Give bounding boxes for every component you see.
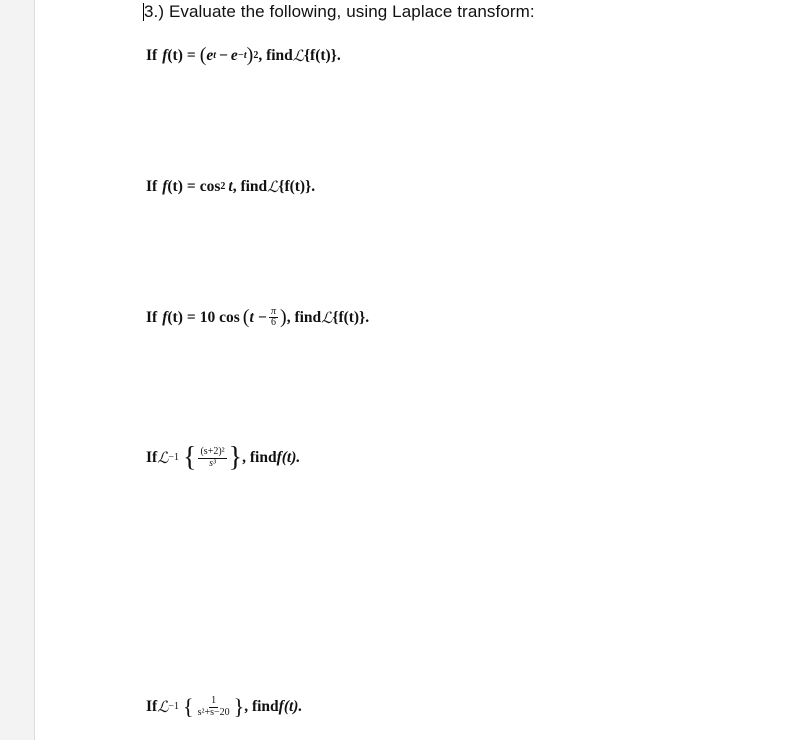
problem-5: If ℒ −1 { $\frac{1}{\text{s²+s−20}}$ } , find f(t).	[146, 694, 303, 719]
laplace-symbol: ℒ	[267, 178, 279, 196]
problem-2-prefix: If	[146, 178, 158, 195]
problem-3-close: )	[280, 306, 287, 328]
problem-1-close: )	[246, 44, 254, 66]
problem-5-close-brace: }	[233, 694, 245, 719]
problem-4-fraction	[198, 447, 226, 469]
problem-2-var: t	[228, 178, 233, 195]
problem-1-find: , find	[258, 46, 293, 64]
problem-5-fraction	[196, 696, 232, 718]
laplace-symbol: ℒ	[157, 449, 169, 467]
problem-1-target: {f(t)}.	[303, 46, 341, 64]
problem-3-fraction	[269, 307, 278, 329]
problem-2-eq: =	[186, 178, 196, 195]
problem-5-frac-num: 1	[211, 695, 217, 706]
problem-2-arg: (t)	[167, 178, 183, 195]
problem-4-frac-den: s³	[209, 457, 217, 469]
problem-4-frac-num: (s+2)²	[200, 446, 225, 457]
problem-3-coef: 10 cos	[199, 308, 240, 326]
problem-1-prefix: If	[146, 46, 158, 64]
problem-3-func: f	[162, 308, 168, 326]
problem-1: If f (t) = ( e t − e −t ) 2 , find ℒ {f(t)}.	[146, 44, 341, 66]
laplace-symbol: ℒ	[292, 46, 304, 65]
problem-5-frac-den: s²+s−20	[197, 706, 230, 718]
problem-3-open: (	[242, 306, 250, 328]
problem-4-target: f(t).	[276, 449, 301, 466]
problem-3-frac-num: π	[271, 305, 277, 317]
problem-1-eq: =	[186, 46, 196, 64]
problem-4: If ℒ −1 { $\frac{\text{(s+2)²}}{\text{s³}}$ } , find f(t).	[146, 442, 301, 473]
problem-5-prefix: If	[146, 698, 158, 715]
problem-2-find: , find	[232, 178, 268, 195]
question-heading: 3.) Evaluate the following, using Laplace transform:	[144, 2, 535, 21]
problem-4-open-brace: {	[183, 442, 197, 473]
problem-3-prefix: If	[146, 308, 158, 326]
problem-1-open: (	[199, 44, 207, 66]
problem-5-target: f(t).	[278, 698, 303, 715]
problem-1-e2: e	[230, 46, 238, 64]
problem-3	[146, 306, 369, 329]
problem-3-find: , find	[286, 308, 322, 326]
problem-4-close-brace: }	[228, 442, 243, 473]
problem-5-open-brace: {	[183, 694, 194, 719]
problem-3-eq: =	[186, 308, 196, 326]
problem-3-inner: t −	[249, 308, 268, 326]
problem-1-arg: (t)	[167, 46, 183, 64]
problem-2-target: {f(t)}.	[278, 178, 316, 195]
problem-2-cos: cos	[199, 178, 221, 195]
laplace-symbol: ℒ	[157, 698, 169, 716]
problem-2: If f (t) = cos 2 t , find ℒ {f(t)}.	[146, 178, 316, 196]
problem-4-prefix: If	[146, 449, 158, 466]
laplace-symbol: ℒ	[321, 308, 333, 327]
problem-3-target: {f(t)}.	[332, 308, 370, 326]
problem-1-func: f	[162, 46, 168, 64]
problem-1-minus: −	[219, 46, 228, 64]
problem-2-func: f	[162, 178, 168, 195]
problem-3-arg: (t)	[167, 308, 183, 326]
document-page	[34, 0, 804, 740]
problem-4-find: , find	[242, 449, 277, 466]
problem-3-frac-den: 6	[271, 317, 277, 328]
problem-1-e: e	[206, 46, 214, 64]
problem-5-find: , find	[244, 698, 279, 715]
